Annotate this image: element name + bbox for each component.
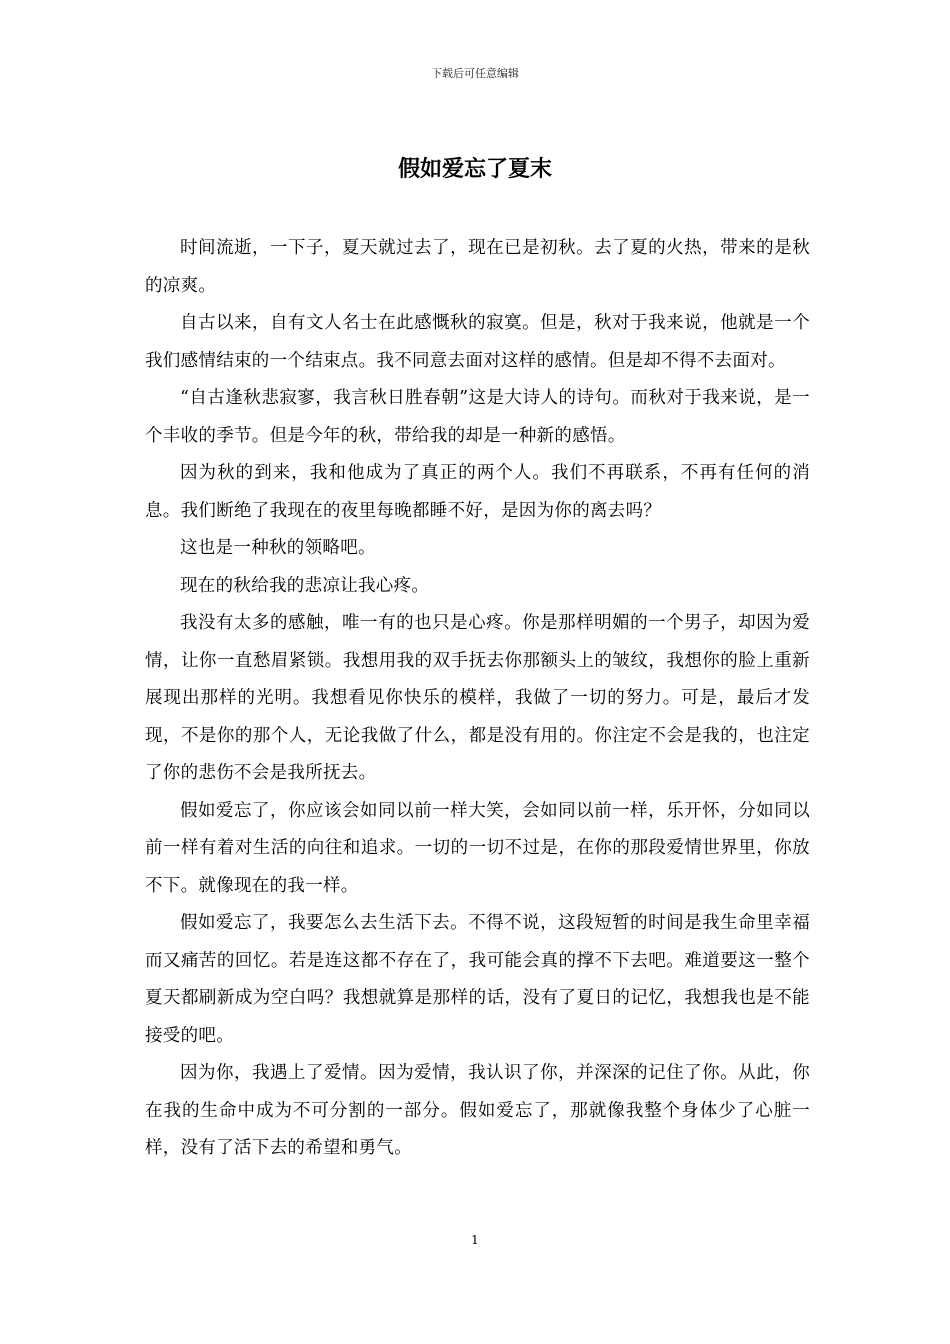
page-number: 1	[471, 1233, 479, 1247]
paragraph-9: 假如爱忘了，我要怎么去生活下去。不得不说，这段短暂的时间是我生命里幸福而又痛苦的回忆。若是连这都不存在了，我可能会真的撑不下去吧。难道要这一整个夏天都刷新成为空白吗？我想就算是那样的话，没有了夏日的记忆，我想我也是不能接受的吧。	[145, 913, 810, 1046]
paragraph-2: 自古以来，自有文人名士在此感慨秋的寂寞。但是，秋对于我来说，他就是一个我们感情结束的一个结束点。我不同意去面对这样的感情。但是却不得不去面对。	[145, 313, 810, 371]
header-note: 下载后可任意编辑	[431, 67, 519, 80]
paragraph-7: 我没有太多的感触，唯一有的也只是心疼。你是那样明媚的一个男子，却因为爱情，让你一直愁眉紧锁。我想用我的双手抚去你那额头上的皱纹，我想你的脸上重新展现出那样的光明。我想看见你快乐的模样，我做了一切的努力。可是，最后才发现，不是你的那个人，无论我做了什么，都是没有用的。你注定不会是我的，也注定了你的悲伤不会是我所抚去。	[145, 613, 810, 783]
paragraph-4: 因为秋的到来，我和他成为了真正的两个人。我们不再联系，不再有任何的消息。我们断绝了我现在的夜里每晚都睡不好，是因为你的离去吗？	[145, 463, 810, 521]
document-body	[145, 230, 810, 1168]
paragraph-5: 这也是一种秋的领略吧。	[180, 538, 376, 558]
paragraph-8: 假如爱忘了，你应该会如同以前一样大笑，会如同以前一样，乐开怀，分如同以前一样有着对生活的向往和追求。一切的一切不过是，在你的那段爱情世界里，你放不下。就像现在的我一样。	[145, 800, 810, 896]
document-title: 假如爱忘了夏末	[397, 156, 552, 182]
paragraph-3: “自古逢秋悲寂寥，我言秋日胜春朝”这是大诗人的诗句。而秋对于我来说，是一个丰收的季节。但是今年的秋，带给我的却是一种新的感悟。	[145, 388, 810, 446]
paragraph-10: 因为你，我遇上了爱情。因为爱情，我认识了你，并深深的记住了你。从此，你在我的生命中成为不可分割的一部分。假如爱忘了，那就像我整个身体少了心脏一样，没有了活下去的希望和勇气。	[145, 1063, 810, 1158]
paragraph-6: 现在的秋给我的悲凉让我心疼。	[180, 575, 430, 596]
paragraph-1: 时间流逝，一下子，夏天就过去了，现在已是初秋。去了夏的火热，带来的是秋的凉爽。	[145, 238, 810, 296]
